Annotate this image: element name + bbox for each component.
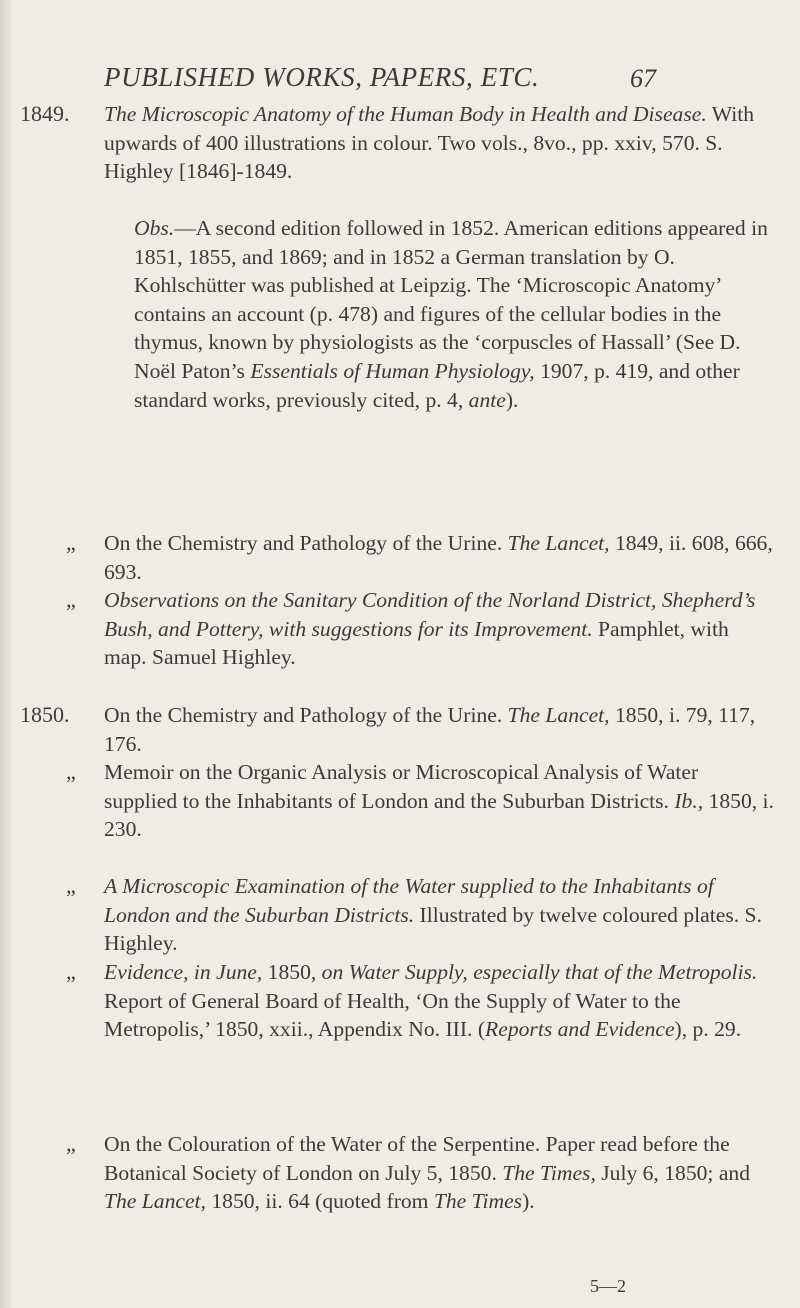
entry-details: July 6, 1850; and <box>595 1160 750 1185</box>
entry-journal: The Lancet, <box>507 703 610 727</box>
page-number: 67 <box>630 64 656 93</box>
obs-ante: ante <box>468 387 506 412</box>
entry-journal: The Times <box>433 1189 523 1214</box>
signature-mark: 5—2 <box>590 1276 626 1296</box>
entry-details: With upwards of 400 illustrations in colour. Two vols., 8vo., pp. xxiv, 570. S. Highley [1846]-1849. <box>104 102 755 184</box>
obs-text: 1907, p. 419, and other standard works, previously cited, p. 4, <box>134 358 740 412</box>
entry-details: 1850, i. 230. <box>104 788 774 842</box>
running-head: PUBLISHED WORKS, PAPERS, ETC. <box>104 62 540 92</box>
entry-journal: Ib., <box>674 788 704 813</box>
bibliography-entry <box>20 1130 780 1216</box>
entry-details: Report of General Board of Health, ‘On the Supply of Water to the Metropolis,’ 1850, xxii., Appendix No. III. ( <box>104 988 681 1042</box>
entry-title: Memoir on the Organic Analysis or Microscopical Analysis of Water supplied to the Inhabitants of London and the Suburban Districts. <box>104 760 699 813</box>
entry-details: ). <box>522 1189 535 1214</box>
entry-title: on Water Supply, especially that of the Metropolis. <box>321 960 758 984</box>
entry-details: Illustrated by twelve coloured plates. S. Highley. <box>104 902 762 956</box>
ditto-mark: „ <box>66 1131 76 1156</box>
entry-details: 1850, ii. 64 (quoted from <box>205 1189 434 1214</box>
entry-details: 1849, ii. 608, 666, 693. <box>104 531 773 584</box>
entry-text <box>104 529 774 586</box>
entry-text <box>104 100 774 186</box>
page-gutter-shadow <box>0 0 14 1308</box>
entry-details: 1850, <box>262 960 322 984</box>
entry-text <box>104 701 774 758</box>
entry-details: Pamphlet, with map. Samuel Highley. <box>104 616 729 670</box>
bibliography-entry <box>20 701 780 758</box>
ditto-mark: „ <box>66 873 76 898</box>
obs-cited-work: Essentials of Human Physiology, <box>250 358 535 383</box>
bibliography-entry <box>20 586 780 672</box>
entry-details: 1850, i. 79, 117, 176. <box>104 703 756 756</box>
entry-year: 1850. <box>20 702 70 727</box>
entry-title: Observations on the Sanitary Condition of the Norland District, Shepherd’s Bush, and Pottery, with suggestions for its Improvement. <box>104 588 756 641</box>
entry-title: On the Chemistry and Pathology of the Urine. <box>104 531 508 555</box>
ditto-mark: „ <box>66 530 76 555</box>
bibliography-entry <box>20 958 780 1044</box>
entry-text <box>104 958 774 1044</box>
entry-text <box>104 1130 774 1216</box>
bibliography-entry <box>20 529 780 586</box>
entry-text <box>104 758 774 844</box>
entry-title: A Microscopic Examination of the Water supplied to the Inhabitants of London and the Suburban Districts. <box>104 874 714 927</box>
entry-year: 1849. <box>20 101 70 126</box>
obs-text: —A second edition followed in 1852. American editions appeared in 1851, 1855, and 1869; and in 1852 a German translation by O. Kohlschütter was published at Leipzig. The ‘Microscopic Anatomy’ contains an account (p. 478) and figures of the cellular bodies in the thymus, known by physiologists as the ‘corpuscles of Hassall’ (See D. Noël Paton’s <box>134 216 768 383</box>
bibliography-entry <box>20 758 780 844</box>
entry-journal: The Times, <box>502 1160 596 1185</box>
entry-journal: The Lancet, <box>507 531 610 555</box>
entry-title: Evidence, in June, <box>104 960 263 984</box>
ditto-mark: „ <box>66 759 76 784</box>
ditto-mark: „ <box>66 587 76 612</box>
entry-title: On the Chemistry and Pathology of the Urine. <box>104 703 508 727</box>
entry-text <box>104 872 774 958</box>
entry-title: On the Colouration of the Water of the Serpentine. Paper read before the Botanical Society of London on July 5, 1850. <box>104 1132 730 1185</box>
obs-text: ). <box>505 387 519 412</box>
entry-journal: The Lancet, <box>104 1189 206 1214</box>
entry-details: ), p. 29. <box>674 1017 742 1042</box>
entry-journal: Reports and Evidence <box>485 1017 675 1042</box>
bibliography-entry <box>20 872 780 958</box>
obs-label: Obs. <box>134 216 175 240</box>
ditto-mark: „ <box>66 959 76 984</box>
entry-title: The Microscopic Anatomy of the Human Body in Health and Disease. <box>104 102 707 126</box>
bibliography-entry <box>20 100 780 186</box>
entry-text <box>104 586 774 672</box>
observation-note <box>134 214 774 414</box>
